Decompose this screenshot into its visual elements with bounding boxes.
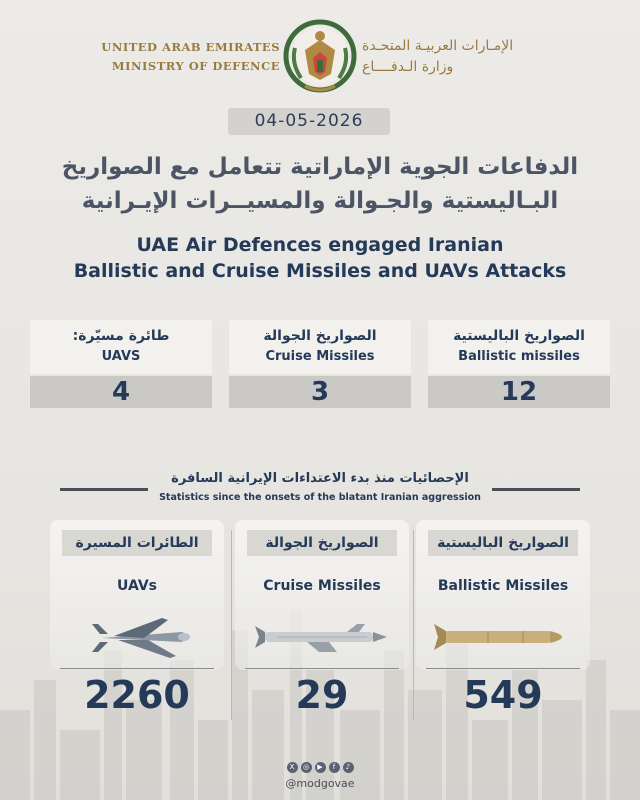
instagram-icon[interactable]: ◎ xyxy=(301,762,312,773)
total-label-ar: الطائرات المسيرة xyxy=(62,530,212,556)
uae-emblem-icon xyxy=(283,18,357,98)
daily-card-label xyxy=(30,320,212,374)
total-value: 29 xyxy=(295,673,349,717)
daily-label-ar: الصواريخ الجوالة xyxy=(263,328,377,344)
cumulative-totals xyxy=(50,520,590,730)
youtube-icon[interactable]: ▶ xyxy=(315,762,326,773)
social-handle[interactable]: @modgovae xyxy=(285,777,355,790)
ministry-name-english xyxy=(80,38,280,76)
daily-value: 3 xyxy=(229,376,411,408)
daily-value: 4 xyxy=(30,376,212,408)
total-card-cruise-missiles xyxy=(235,520,409,730)
daily-label-ar: طائرة مسيّرة: xyxy=(72,328,170,344)
card-rule xyxy=(426,668,580,669)
total-label-ar: الصواريخ الجوالة xyxy=(247,530,397,556)
total-label-en: UAVs xyxy=(117,578,157,594)
country-name-en: UNITED ARAB EMIRATES xyxy=(101,40,280,54)
total-value: 2260 xyxy=(84,673,190,717)
stats-heading-ar: الإحصائيات منذ بدء الاعتداءات الإيرانية السافرة xyxy=(171,471,469,486)
cumulative-stats-heading xyxy=(60,470,580,510)
card-rule xyxy=(245,668,399,669)
report-date: 04-05-2026 xyxy=(228,108,390,135)
total-label-en: Ballistic Missiles xyxy=(437,578,569,594)
social-icons xyxy=(0,762,640,774)
ministry-name-arabic xyxy=(362,36,542,78)
daily-label-en: UAVS xyxy=(101,349,141,364)
card-rule xyxy=(60,668,214,669)
daily-label-ar: الصواريخ الباليستية xyxy=(453,328,585,344)
title-en-line-2: Ballistic and Cruise Missiles and UAVs Attacks xyxy=(73,260,567,282)
total-label-en: Cruise Missiles xyxy=(263,578,381,594)
title-ar-line-1: الدفاعات الجوية الإماراتية تتعامل مع الصواريخ xyxy=(61,154,579,180)
ministry-name-ar: وزارة الـدفــــاع xyxy=(362,59,454,75)
total-label-ar: الصواريخ الباليستية xyxy=(428,530,578,556)
total-card-uavs xyxy=(50,520,224,730)
facebook-icon[interactable]: f xyxy=(329,762,340,773)
title-ar-line-2: البـاليستية والجـوالة والمسيــرات الإيـرانية xyxy=(81,188,559,214)
daily-card-cruise-missiles xyxy=(229,320,411,408)
daily-card-label xyxy=(428,320,610,374)
x-icon[interactable]: X xyxy=(287,762,298,773)
social-footer xyxy=(0,762,640,792)
daily-card-ballistic-missiles xyxy=(428,320,610,408)
title-arabic xyxy=(40,150,600,218)
drone-icon xyxy=(62,612,212,662)
ballistic-missile-icon xyxy=(428,612,578,662)
tiktok-icon[interactable]: ♪ xyxy=(343,762,354,773)
daily-label-en: Cruise Missiles xyxy=(265,349,375,364)
cruise-missile-icon xyxy=(247,612,397,662)
title-en-line-1: UAE Air Defences engaged Iranian xyxy=(136,234,504,256)
ministry-header xyxy=(0,18,640,98)
title-english xyxy=(40,232,600,284)
country-name-ar: الإمـارات العربيـة المتحـدة xyxy=(362,38,514,54)
ministry-name-en: MINISTRY OF DEFENCE xyxy=(111,59,280,73)
column-divider xyxy=(231,530,232,720)
total-value: 549 xyxy=(463,673,543,717)
stats-heading-en: Statistics since the onsets of the blatant Iranian aggression xyxy=(159,492,481,503)
daily-card-uavs xyxy=(30,320,212,408)
daily-card-label xyxy=(229,320,411,374)
daily-value: 12 xyxy=(428,376,610,408)
column-divider xyxy=(413,530,414,720)
total-card-ballistic-missiles xyxy=(416,520,590,730)
daily-label-en: Ballistic missiles xyxy=(458,349,580,364)
